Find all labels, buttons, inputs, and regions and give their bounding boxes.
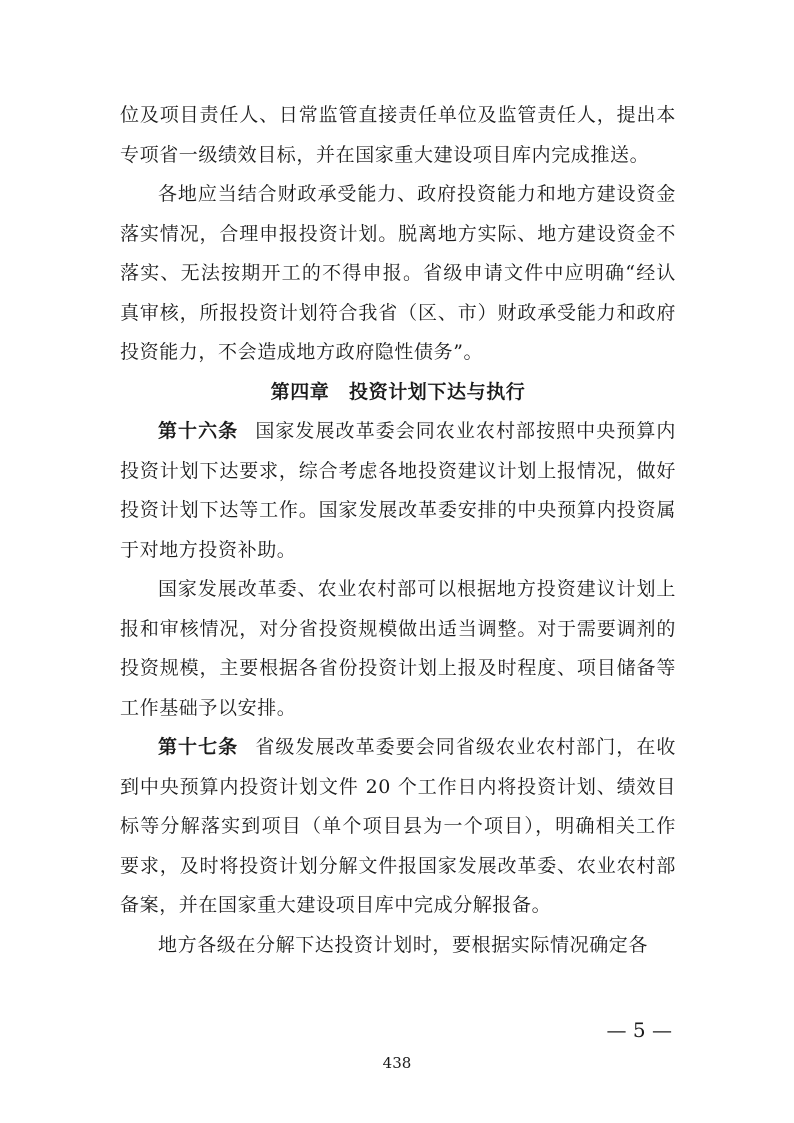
article-16-label: 第十六条 [158,420,239,442]
article-17 [120,728,676,926]
document-body [120,96,676,965]
page-number: — 5 — [606,1018,672,1042]
article-17-text: 省级发展改革委要会同省级农业农村部门，在收到中央预算内投资计划文件 20 个工作日内将投资计划、绩效目标等分解落实到项目（单个项目县为一个项目），明确相关工作要求，及时将投资计划分解文件报国家发展改革委、农业农村部备案，并在国家重大建设项目库中完成分解报备。 [120,736,676,916]
paragraph-adjustment: 国家发展改革委、农业农村部可以根据地方投资建议计划上报和审核情况，对分省投资规模做出适当调整。对于需要调剂的投资规模，主要根据各省份投资计划上报及时程度、项目储备等工作基础予以安排。 [120,578,676,719]
article-16 [120,412,676,570]
paragraph-funding-requirements: 各地应当结合财政承受能力、政府投资能力和地方建设资金落实情况，合理申报投资计划。脱离地方实际、地方建设资金不落实、无法按期开工的不得申报。省级申请文件中应明确“经认真审核，所报投资计划符合我省（区、市）财政承受能力和政府投资能力，不会造成地方政府隐性债务”。 [120,183,676,363]
chapter-heading: 第四章 投资计划下达与执行 [270,380,526,403]
article-17-label: 第十七条 [158,736,239,758]
paragraph-continuation: 位及项目责任人、日常监管直接责任单位及监管责任人，提出本专项省一级绩效目标，并在国家重大建设项目库内完成推送。 [120,104,676,166]
article-16-text: 国家发展改革委会同农业农村部按照中央预算内投资计划下达要求，综合考虑各地投资建议计划上报情况，做好投资计划下达等工作。国家发展改革委安排的中央预算内投资属于对地方投资补助。 [120,420,676,561]
footer-number: 438 [382,1054,412,1072]
paragraph-last: 地方各级在分解下达投资计划时，要根据实际情况确定各 [158,933,649,956]
